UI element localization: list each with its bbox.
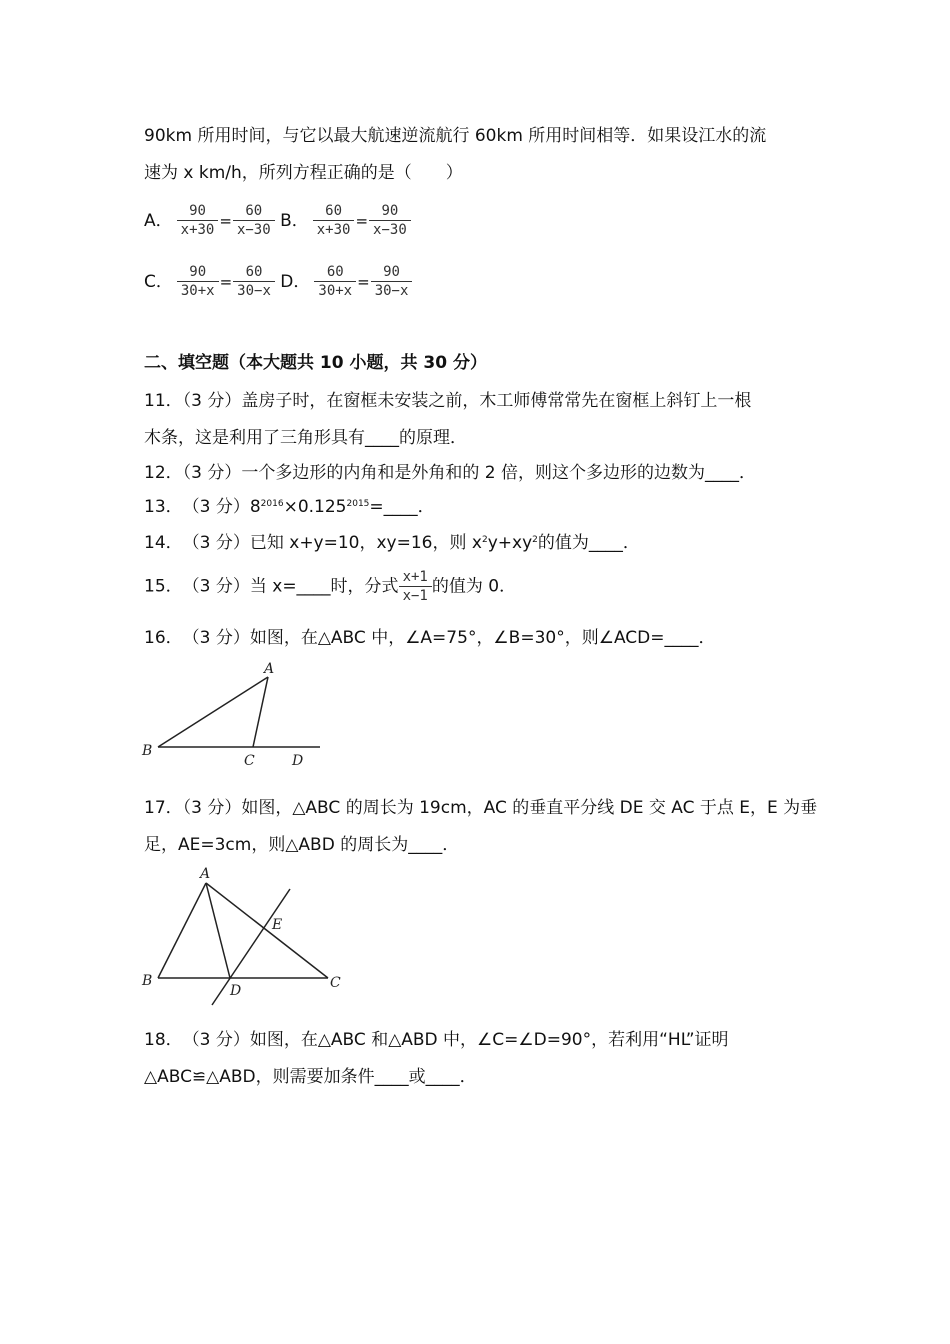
option-a-fraction-left: $\frac{90}{x+30}$ xyxy=(177,202,219,239)
q15-text: 15． （3 分）当 x=____时，分式 $\frac{x+1}{x-1}$ 的值为 0． xyxy=(144,569,517,604)
label-d: D xyxy=(292,753,304,769)
option-a-label: A． xyxy=(144,210,173,231)
section-heading: 二、填空题（本大题共 10 小题，共 30 分） xyxy=(144,353,487,373)
option-c-fraction-left: $\frac{90}{30+x}$ xyxy=(177,263,219,300)
option-a-fraction-right: $\frac{60}{x-30}$ xyxy=(233,202,275,239)
option-c-fraction-right: $\frac{60}{30-x}$ xyxy=(233,263,275,300)
q10-options-row-1: A． $\frac{90}{x+30}$ = $\frac{60}{x-30}$ B． $\frac{60}{x+30}$ = $\frac{90}{x-30}$ xyxy=(144,202,411,239)
q10-options-row-2: C． $\frac{90}{30+x}$ = $\frac{60}{30-x}$ D． $\frac{60}{30+x}$ = $\frac{90}{30-x}$ xyxy=(144,263,412,300)
option-c-label: C． xyxy=(144,271,173,292)
label-d: D xyxy=(230,983,242,999)
label-b: B xyxy=(142,973,153,989)
q17-line-1: 17．（3 分）如图，△ABC 的周长为 19cm，AC 的垂直平分线 DE 交 AC 于点 E，E 为垂 xyxy=(144,798,818,818)
line-ad xyxy=(206,883,230,978)
option-b-fraction-left: $\frac{60}{x+30}$ xyxy=(313,202,355,239)
line-ac xyxy=(253,677,268,747)
q17-line-2: 足，AE=3cm，则△ABD 的周长为____． xyxy=(144,835,460,855)
option-b-label: B． xyxy=(280,210,309,231)
q18-line-1: 18． （3 分）如图，在△ABC 和△ABD 中，∠C=∠D=90°，若利用“HL”证明 xyxy=(144,1030,729,1050)
option-d-label: D． xyxy=(280,271,311,292)
label-a: A xyxy=(264,661,275,677)
label-b: B xyxy=(142,743,153,759)
label-e: E xyxy=(272,917,283,933)
q15-fraction: $\frac{x+1}{x-1}$ xyxy=(399,568,432,605)
q14-text: 14． （3 分）已知 x+y=10，xy=16，则 $x^2y+xy^2$的值为____． xyxy=(144,533,640,553)
line-ab xyxy=(158,883,206,978)
line-de xyxy=(212,889,290,1005)
q10-line-1: 90km 所用时间，与它以最大航速逆流航行 60km 所用时间相等．如果设江水的流 xyxy=(144,126,767,146)
q16-text: 16． （3 分）如图，在△ABC 中，∠A=75°，∠B=30°，则∠ACD=____． xyxy=(144,628,716,648)
q11-line-2: 木条，这是利用了三角形具有____的原理． xyxy=(144,428,467,448)
line-ac xyxy=(206,883,328,978)
option-d-fraction-right: $\frac{90}{30-x}$ xyxy=(371,263,413,300)
q11-line-1: 11．（3 分）盖房子时，在窗框未安装之前，木工师傅常常先在窗框上斜钉上一根 xyxy=(144,391,752,411)
q13-text: 13． （3 分）$8^{2016}\times 0.125^{2015}=\_\_\_\_$． xyxy=(144,497,435,517)
option-b-fraction-right: $\frac{90}{x-30}$ xyxy=(369,202,411,239)
label-a: A xyxy=(200,866,211,882)
q17-figure xyxy=(138,863,348,1013)
q18-line-2: △ABC≌△ABD，则需要加条件____或____． xyxy=(144,1067,477,1087)
line-ab xyxy=(158,677,268,747)
q16-figure xyxy=(138,655,338,775)
option-d-fraction-left: $\frac{60}{30+x}$ xyxy=(314,263,356,300)
q12-text: 12．（3 分）一个多边形的内角和是外角和的 2 倍，则这个多边形的边数为____． xyxy=(144,463,756,483)
q10-line-2: 速为 x km/h，所列方程正确的是（ ） xyxy=(144,163,463,183)
label-c: C xyxy=(330,975,341,991)
label-c: C xyxy=(244,753,255,769)
